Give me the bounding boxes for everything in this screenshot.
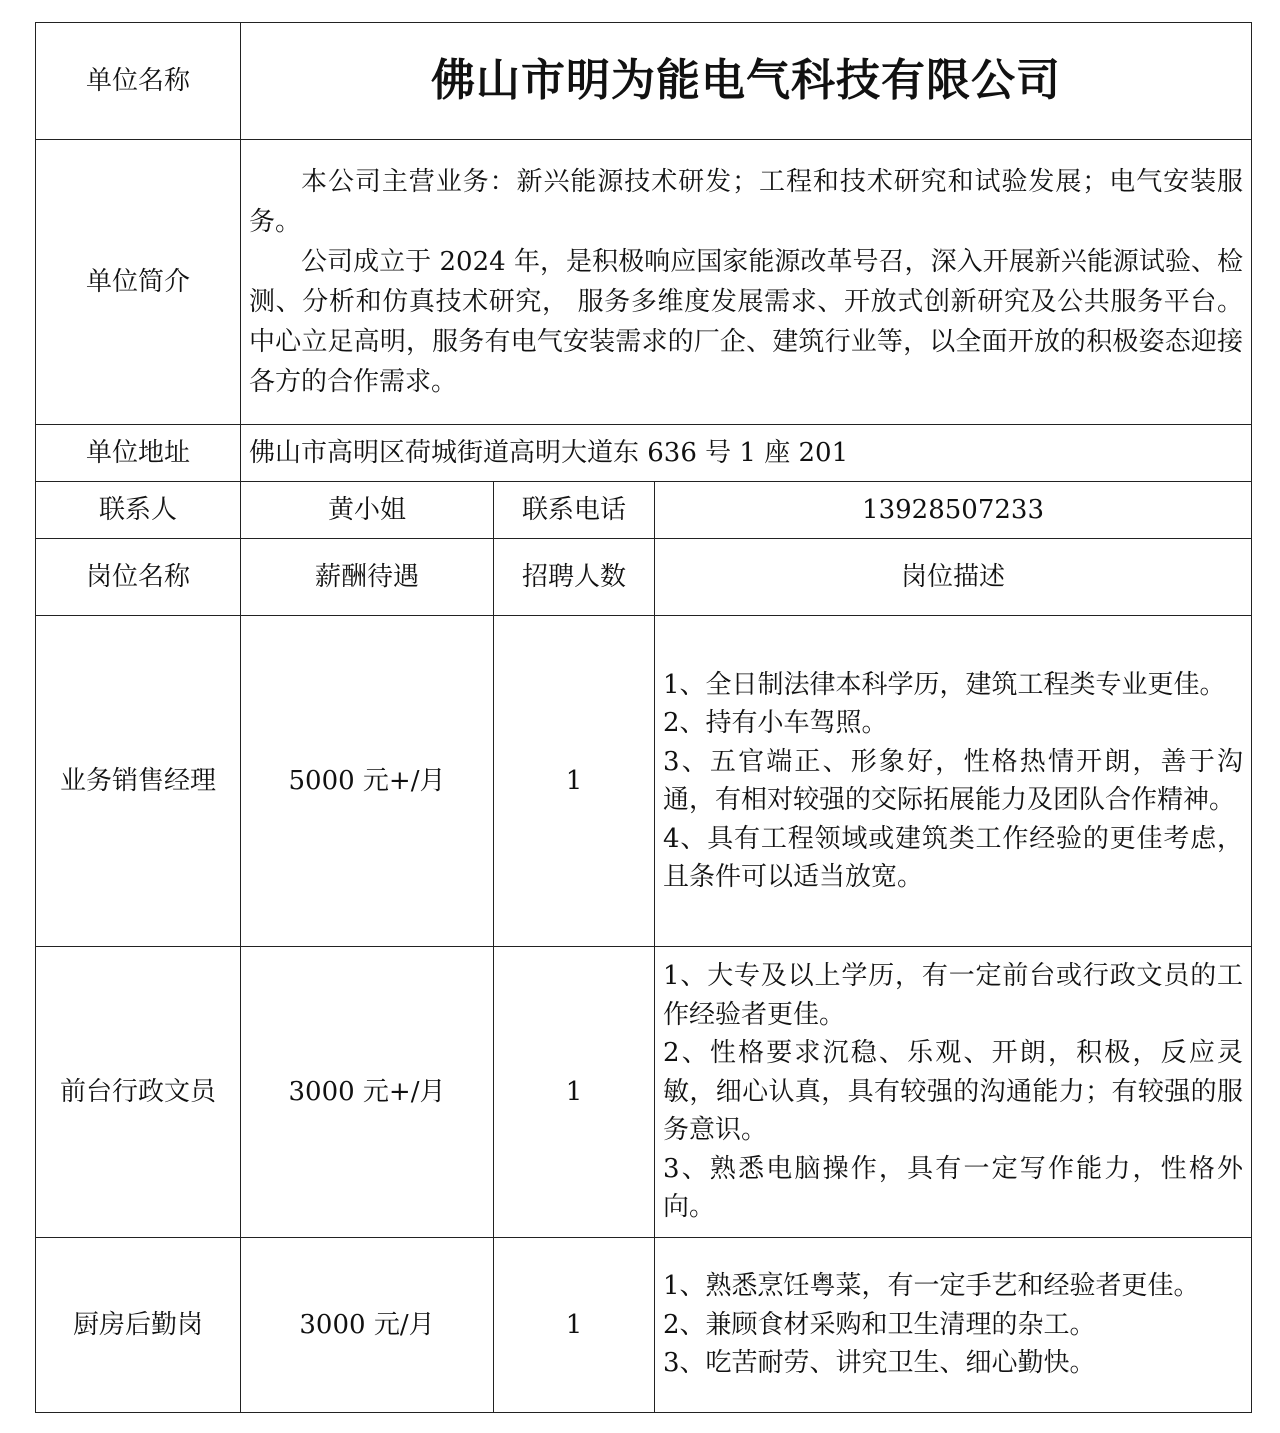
phone-label: 联系电话 — [494, 482, 655, 539]
job-position: 厨房后勤岗 — [36, 1238, 241, 1413]
job-description — [655, 947, 1252, 1238]
company-intro — [241, 140, 1252, 425]
company-name-label: 单位名称 — [36, 23, 241, 140]
job-requirement: 2、持有小车驾照。 — [663, 708, 888, 738]
job-posting-table — [35, 22, 1252, 1413]
header-count: 招聘人数 — [494, 539, 655, 616]
job-requirement: 2、性格要求沉稳、乐观、开朗，积极，反应灵敏，细心认真，具有较强的沟通能力；有较强的服务意识。 — [663, 1038, 1244, 1146]
job-requirement: 3、熟悉电脑操作，具有一定写作能力，性格外向。 — [663, 1153, 1244, 1223]
company-name: 佛山市明为能电气科技有限公司 — [241, 23, 1252, 140]
job-row — [36, 1238, 1252, 1413]
header-row — [36, 539, 1252, 616]
job-requirement: 3、吃苦耐劳、讲究卫生、细心勤快。 — [663, 1348, 1096, 1379]
contact-row — [36, 482, 1252, 539]
job-count: 1 — [494, 947, 655, 1238]
contact-label: 联系人 — [36, 482, 241, 539]
job-requirement: 1、大专及以上学历，有一定前台或行政文员的工作经验者更佳。 — [663, 961, 1244, 1030]
job-requirement: 4、具有工程领域或建筑类工作经验的更佳考虑，且条件可以适当放宽。 — [663, 823, 1244, 892]
job-requirement: 1、全日制法律本科学历，建筑工程类专业更佳。 — [663, 669, 1226, 700]
address: 佛山市高明区荷城街道高明大道东 636 号 1 座 201 — [241, 425, 1252, 482]
job-row — [36, 616, 1252, 947]
company-intro-label: 单位简介 — [36, 140, 241, 425]
job-position: 前台行政文员 — [36, 947, 241, 1238]
job-requirement: 1、熟悉烹饪粤菜，有一定手艺和经验者更佳。 — [663, 1271, 1200, 1302]
job-requirement: 3、五官端正、形象好，性格热情开朗，善于沟通，有相对较强的交际拓展能力及团队合作精神。 — [663, 746, 1244, 815]
job-salary: 3000 元/月 — [241, 1238, 494, 1413]
job-position: 业务销售经理 — [36, 616, 241, 947]
header-description: 岗位描述 — [655, 539, 1252, 616]
intro-paragraph: 本公司主营业务：新兴能源技术研发；工程和技术研究和试验发展；电气安装服务。 — [249, 167, 1244, 237]
header-salary: 薪酬待遇 — [241, 539, 494, 616]
intro-paragraph: 公司成立于 2024 年，是积极响应国家能源改革号召，深入开展新兴能源试验、检测、分析和仿真技术研究， 服务多维度发展需求、开放式创新研究及公共服务平台。中心立足高明，服务有电气安装需求的厂企、建筑行业等，以全面开放的积极姿态迎接各方的合作需求。 — [249, 247, 1244, 397]
address-row — [36, 425, 1252, 482]
job-salary: 5000 元+/月 — [241, 616, 494, 947]
job-description — [655, 616, 1252, 947]
job-count: 1 — [494, 1238, 655, 1413]
job-row — [36, 947, 1252, 1238]
contact-name: 黄小姐 — [241, 482, 494, 539]
job-count: 1 — [494, 616, 655, 947]
phone-number: 13928507233 — [655, 482, 1252, 539]
header-position: 岗位名称 — [36, 539, 241, 616]
job-description — [655, 1238, 1252, 1413]
company-intro-row — [36, 140, 1252, 425]
company-name-row — [36, 23, 1252, 140]
address-label: 单位地址 — [36, 425, 241, 482]
job-salary: 3000 元+/月 — [241, 947, 494, 1238]
job-requirement: 2、兼顾食材采购和卫生清理的杂工。 — [663, 1309, 1096, 1340]
